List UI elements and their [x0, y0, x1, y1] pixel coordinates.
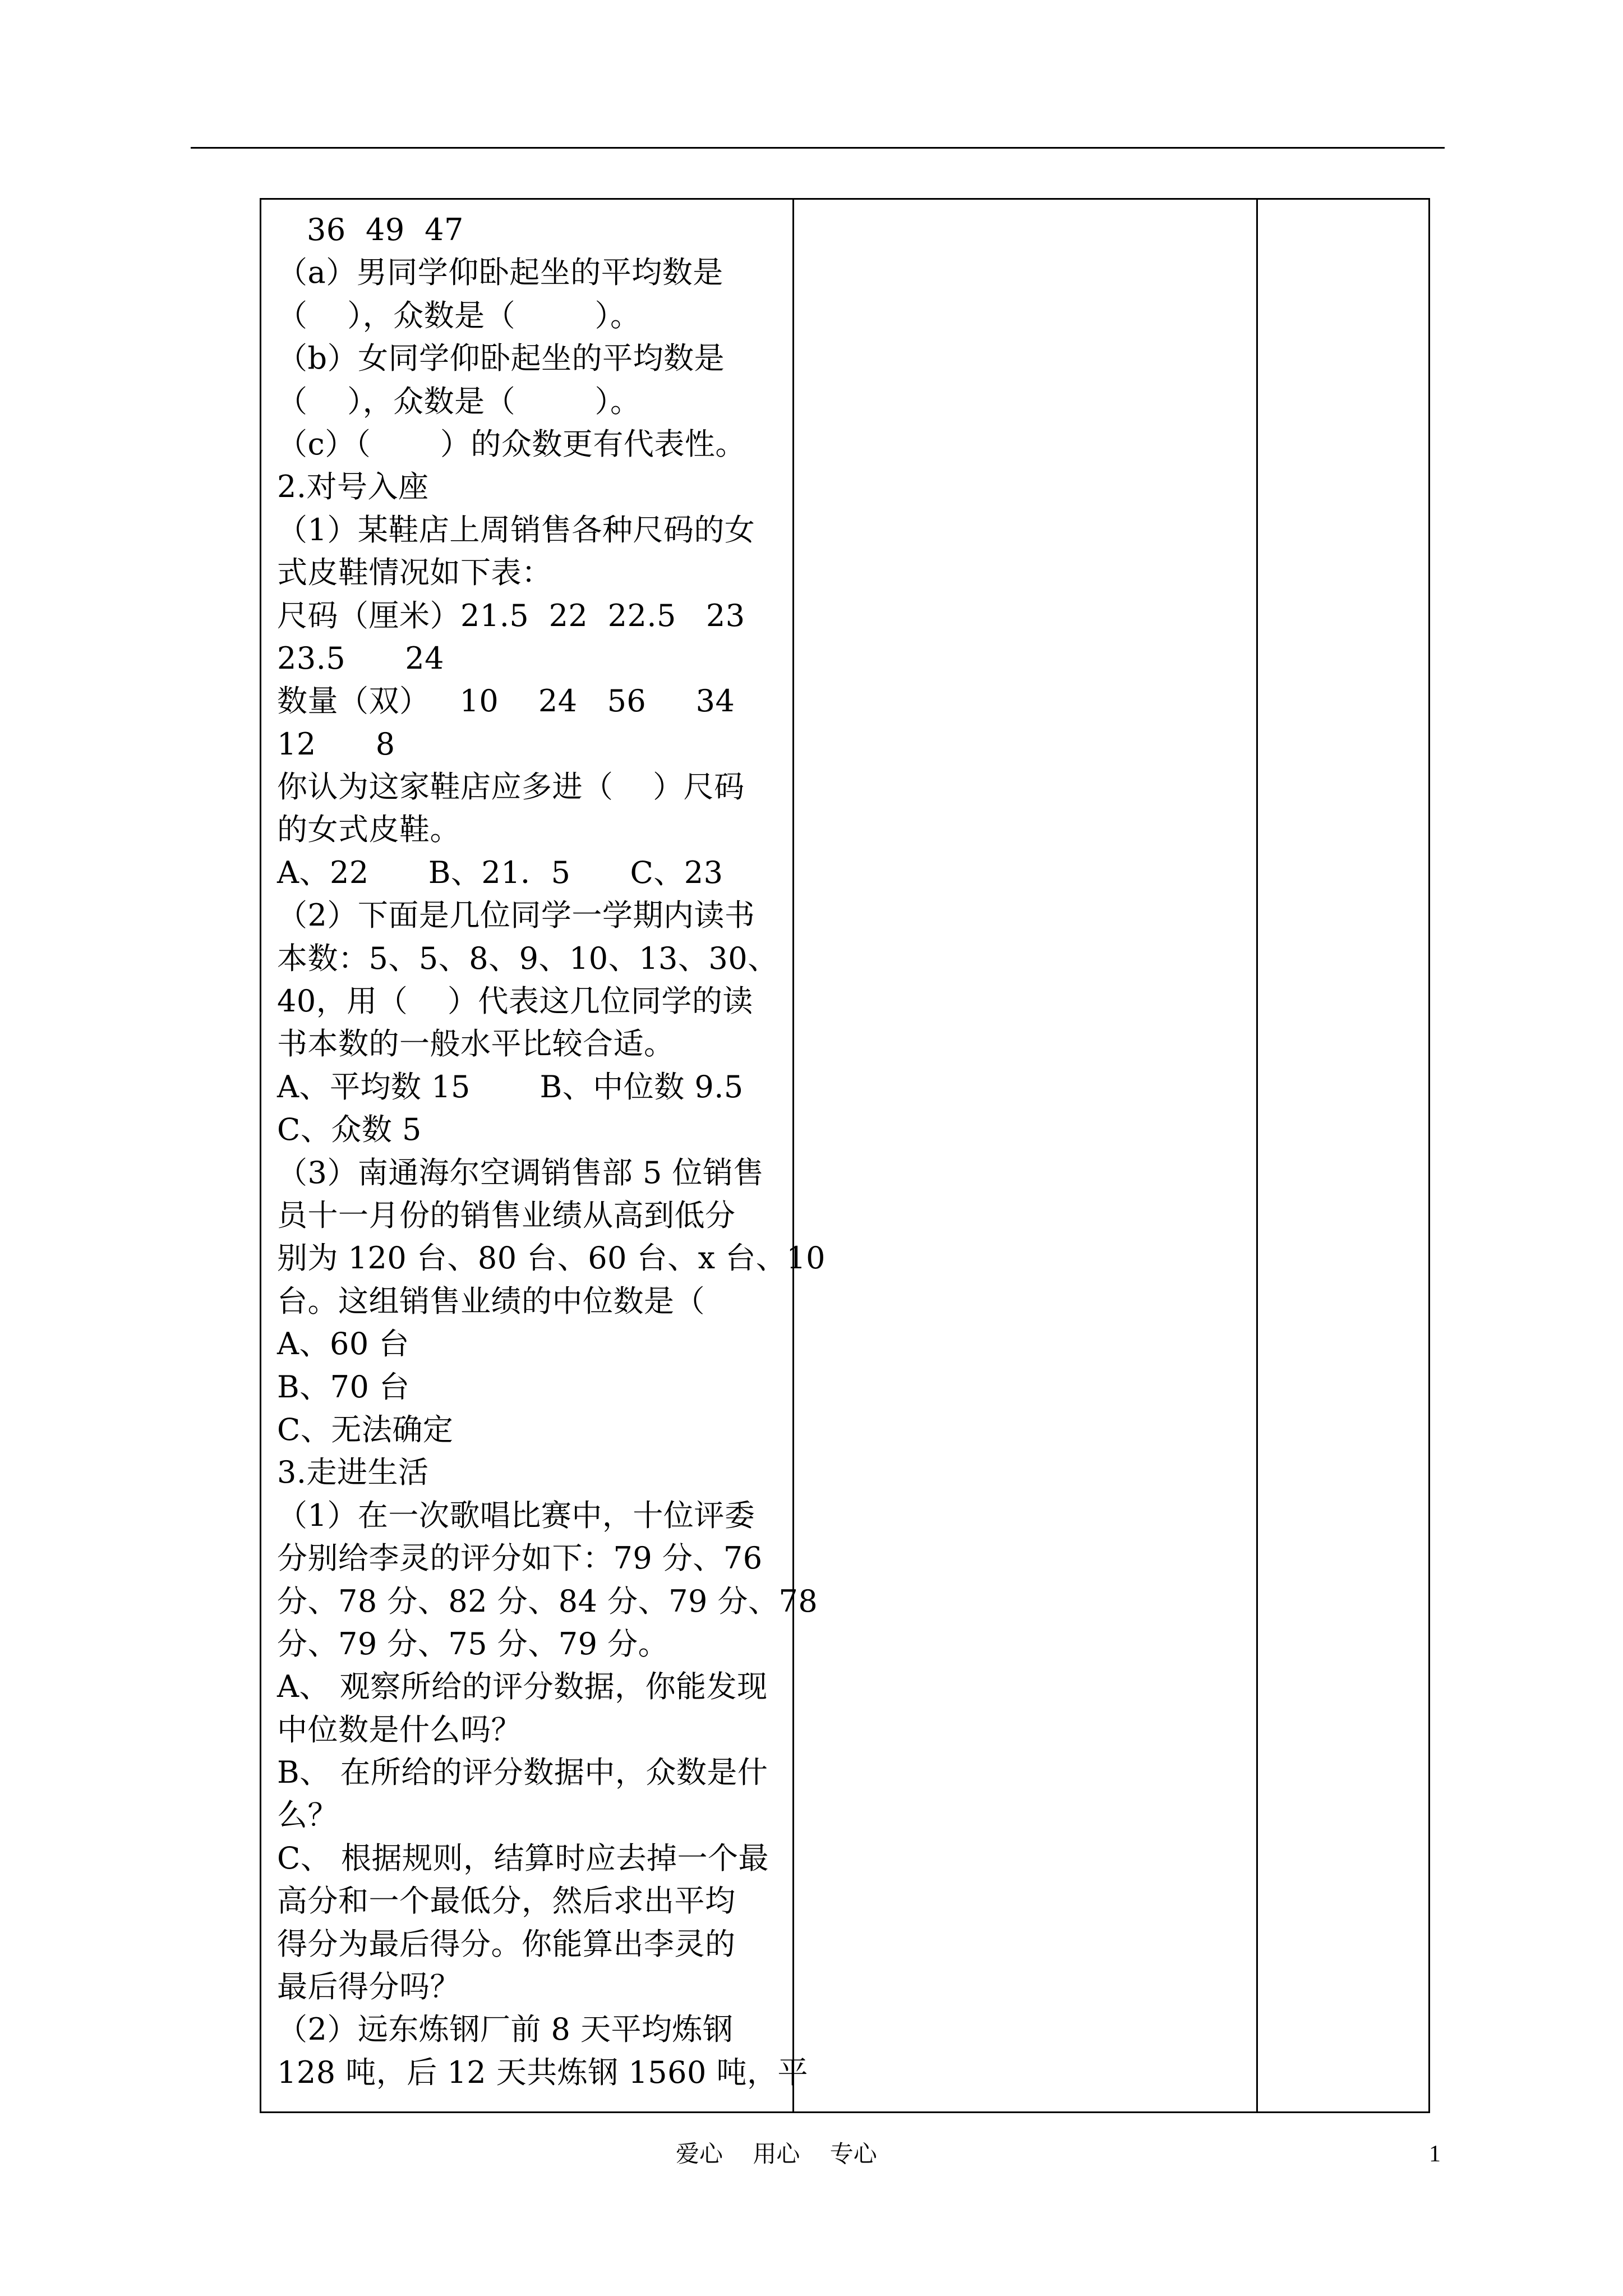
- text-line: （2）下面是几位同学一学期内读书: [277, 898, 755, 933]
- text-line: （c）（ ）的众数更有代表性。: [277, 426, 746, 462]
- section-heading: 2.对号入座: [277, 469, 429, 505]
- text-line: 分、79 分、75 分、79 分。: [277, 1626, 669, 1662]
- footer-motto: 爱心 用心 专心: [676, 2140, 877, 2168]
- page-footer: [0, 2134, 1623, 2174]
- text-line: 数量（双） 10 24 56 34: [277, 683, 735, 719]
- text-line: A、22 B、21．5 C、23: [277, 854, 723, 890]
- text-line: 128 吨，后 12 天共炼钢 1560 吨，平: [277, 2054, 809, 2090]
- text-line: C、 根据规则，结算时应去掉一个最: [277, 1840, 769, 1876]
- text-line: 最后得分吗？: [277, 1969, 460, 2005]
- text-line: （1）在一次歌唱比赛中，十位评委: [277, 1497, 755, 1533]
- text-line: 23.5 24: [277, 640, 444, 676]
- text-line: C、无法确定: [277, 1411, 454, 1447]
- text-line: 台。这组销售业绩的中位数是（: [277, 1283, 705, 1319]
- text-line: 本数：5、5、8、9、10、13、30、: [277, 940, 778, 976]
- text-line: （a）男同学仰卧起坐的平均数是: [277, 255, 723, 291]
- text-line: （2）远东炼钢厂前 8 天平均炼钢: [277, 2012, 734, 2047]
- column-divider-2: [1256, 200, 1258, 2111]
- text-line: 中位数是什么吗？: [277, 1711, 522, 1747]
- text-line: （3）南通海尔空调销售部 5 位销售: [277, 1154, 764, 1190]
- text-line: 高分和一个最低分，然后求出平均: [277, 1883, 736, 1919]
- text-line: 你认为这家鞋店应多进（ ）尺码: [277, 769, 745, 805]
- text-line: 么？: [277, 1797, 338, 1833]
- text-line: 40，用（ ）代表这几位同学的读: [277, 983, 753, 1019]
- text-line: 12 8: [277, 726, 395, 762]
- text-line: （ ），众数是（ ）。: [277, 297, 641, 333]
- text-line: （1）某鞋店上周销售各种尺码的女: [277, 512, 755, 547]
- text-line: B、 在所给的评分数据中，众数是什: [277, 1755, 768, 1791]
- text-line: 尺码（厘米）21.5 22 22.5 23: [277, 597, 745, 633]
- text-line: 得分为最后得分。你能算出李灵的: [277, 1926, 736, 1962]
- text-line: A、60 台: [277, 1326, 409, 1362]
- content-cell: [277, 209, 826, 2094]
- text-line: 分、78 分、82 分、84 分、79 分、78: [277, 1583, 818, 1619]
- text-line: （b）女同学仰卧起坐的平均数是: [277, 341, 725, 376]
- section-heading: 3.走进生活: [277, 1455, 429, 1490]
- text-line: 36 49 47: [277, 212, 464, 247]
- text-line: 的女式皮鞋。: [277, 812, 460, 848]
- text-line: （ ），众数是（ ）。: [277, 383, 641, 419]
- text-line: 书本数的一般水平比较合适。: [277, 1026, 675, 1062]
- page-number: 1: [1429, 2141, 1441, 2167]
- text-line: A、 观察所给的评分数据，你能发现: [277, 1669, 768, 1705]
- text-line: 别为 120 台、80 台、60 台、x 台、10: [277, 1240, 826, 1276]
- text-line: B、70 台: [277, 1369, 410, 1405]
- text-line: 分别给李灵的评分如下：79 分、76: [277, 1540, 763, 1576]
- text-line: 式皮鞋情况如下表：: [277, 555, 552, 591]
- header-rule: [191, 147, 1445, 149]
- lesson-table: [260, 198, 1430, 2113]
- text-line: 员十一月份的销售业绩从高到低分: [277, 1197, 736, 1233]
- text-line: C、众数 5: [277, 1112, 422, 1148]
- text-line: A、平均数 15 B、中位数 9.5: [277, 1069, 744, 1105]
